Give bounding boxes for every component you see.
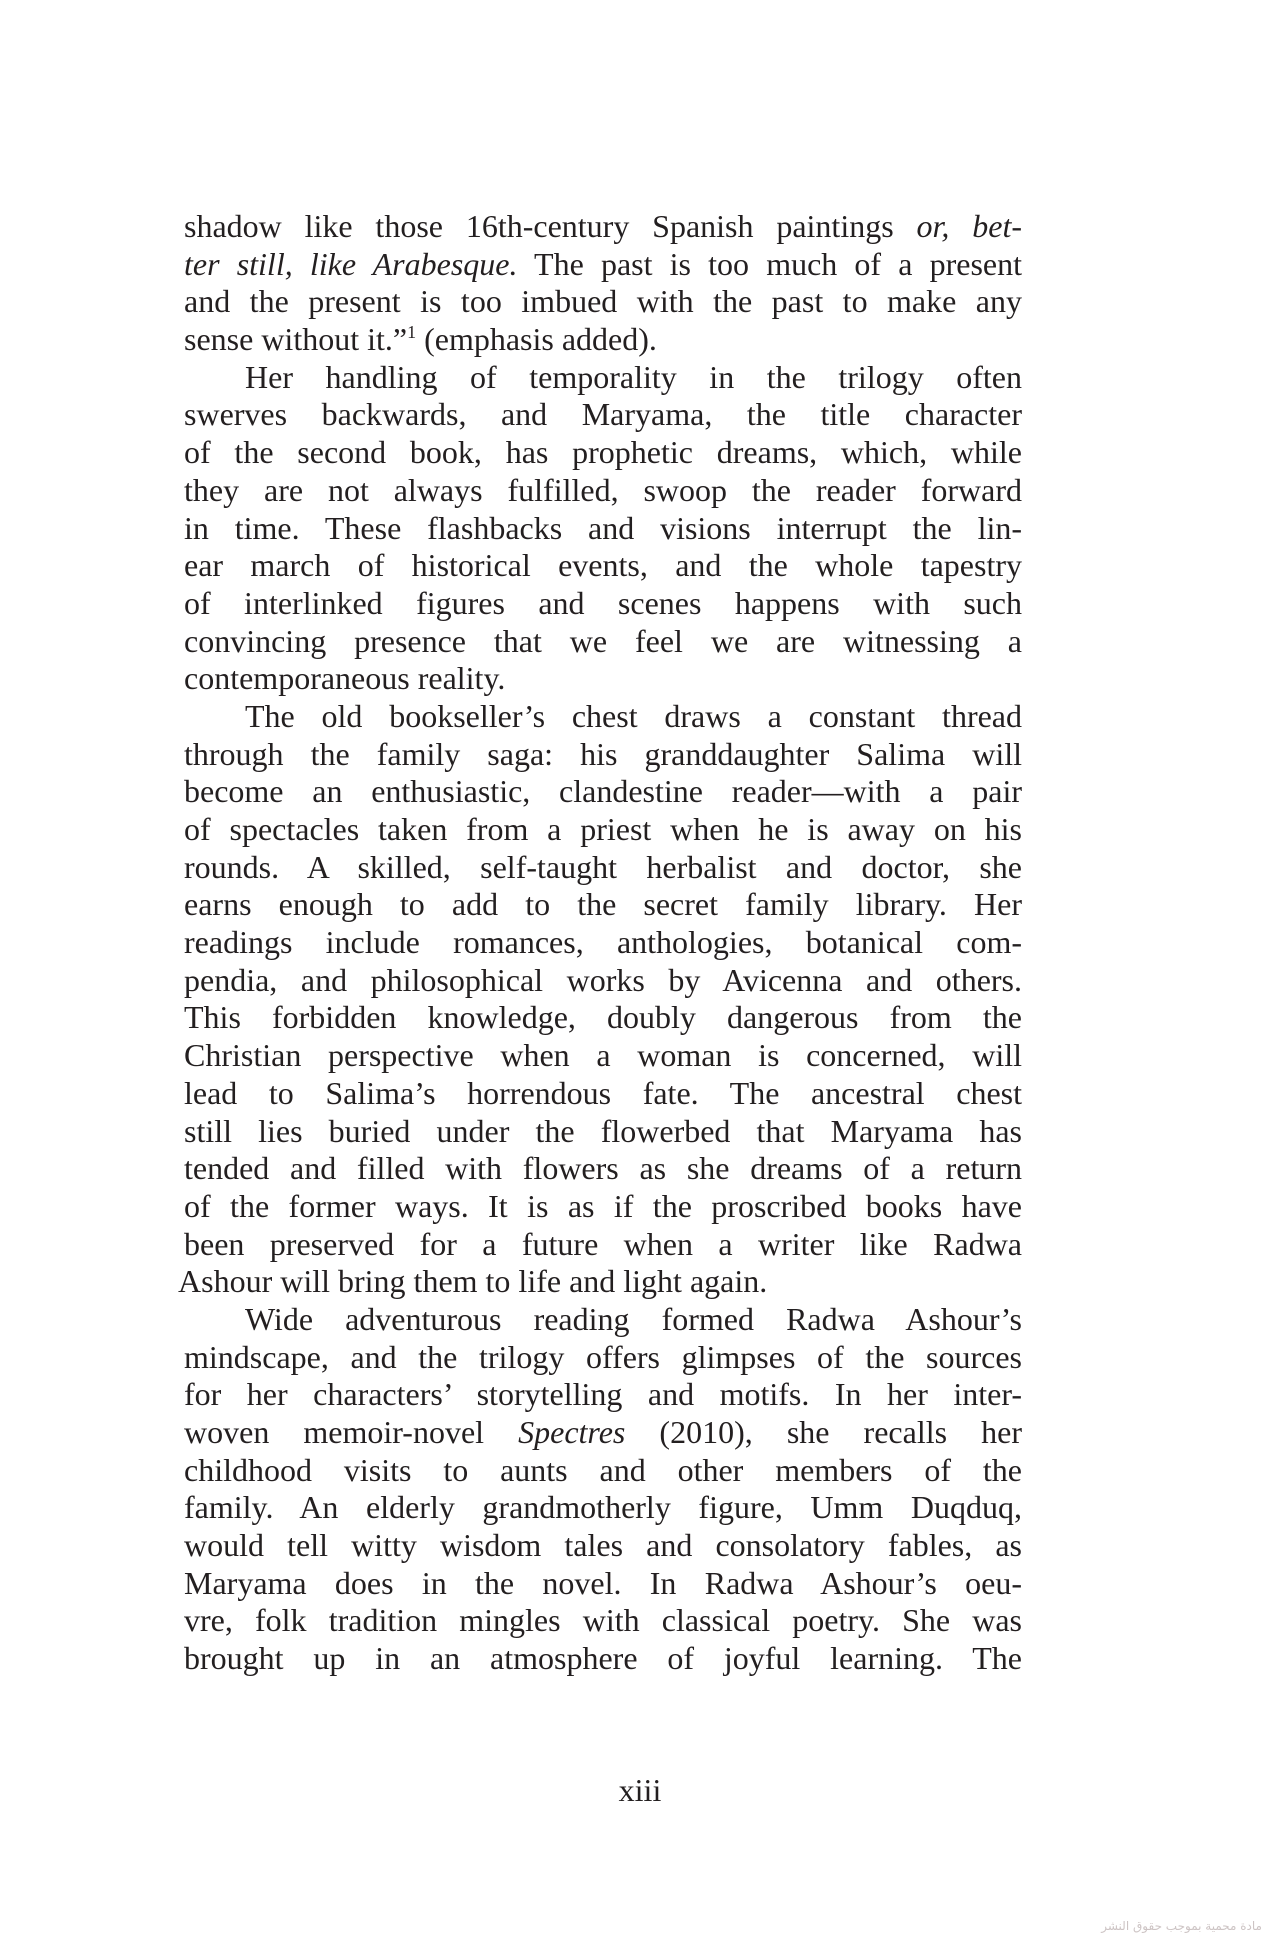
- text-segment: Christian perspective when a woman is concerned, will: [184, 1037, 1022, 1074]
- text-segment: The old bookseller’s chest draws a constant thread: [245, 697, 1022, 734]
- text-segment: ear march of historical events, and the whole tapestry: [184, 547, 1022, 584]
- text-segment: and the present is too imbued with the past to make any: [184, 283, 1022, 320]
- text-line: [184, 849, 1022, 887]
- text-segment: contemporaneous reality.: [184, 660, 506, 697]
- text-line: [184, 246, 1022, 284]
- text-line: [184, 1150, 1022, 1188]
- text-segment: family. An elderly grandmotherly figure, Umm Duqduq,: [184, 1489, 1022, 1526]
- body-text: [178, 208, 1023, 1678]
- text-segment: still lies buried under the flowerbed that Maryama has: [184, 1112, 1022, 1149]
- text-segment: mindscape, and the trilogy offers glimpses of the sources: [184, 1338, 1022, 1375]
- text-segment: readings include romances, anthologies, botanical com-: [184, 924, 1022, 961]
- text-line: [184, 1037, 1022, 1075]
- text-segment: The past is too much of a present: [517, 245, 1023, 282]
- text-segment: childhood visits to aunts and other members of the: [184, 1451, 1022, 1488]
- text-segment: swerves backwards, and Maryama, the title character: [184, 396, 1022, 433]
- text-segment: convincing presence that we feel we are witnessing a: [184, 622, 1022, 659]
- text-segment: been preserved for a future when a writer like Radwa: [184, 1225, 1022, 1262]
- text-line: [184, 962, 1022, 1000]
- text-segment: woven memoir-novel: [184, 1414, 519, 1450]
- paragraph-first-line: [184, 698, 1022, 736]
- text-line: [184, 1188, 1022, 1226]
- text-line: [184, 1113, 1022, 1151]
- text-segment: become an enthusiastic, clandestine reader—with a pair: [184, 773, 1022, 810]
- text-line: [184, 1376, 1022, 1414]
- text-line: [184, 585, 1022, 623]
- italic-text: or, bet-: [916, 208, 1023, 244]
- text-line: [184, 736, 1022, 774]
- text-segment: (emphasis added).: [416, 321, 657, 358]
- text-segment: of the second book, has prophetic dreams, which, while: [184, 434, 1022, 471]
- text-segment: lead to Salima’s horrendous fate. The ancestral chest: [184, 1074, 1022, 1111]
- text-segment: Ashour will bring them to life and light again.: [178, 1263, 768, 1300]
- text-segment: tended and filled with flowers as she dreams of a return: [184, 1150, 1022, 1187]
- text-line: [184, 660, 1022, 698]
- text-line: [184, 1565, 1022, 1603]
- text-segment: Maryama does in the novel. In Radwa Ashour’s oeu-: [184, 1564, 1022, 1601]
- text-line: [184, 999, 1022, 1037]
- text-line: [184, 1414, 1022, 1452]
- text-line: [184, 208, 1022, 246]
- text-line: [184, 811, 1022, 849]
- text-line: [184, 1075, 1022, 1113]
- text-segment: through the family saga: his granddaughter Salima will: [184, 735, 1022, 772]
- text-line: [184, 434, 1022, 472]
- copyright-watermark: مادة محمية بموجب حقوق النشر: [1101, 1919, 1262, 1933]
- text-line: [184, 396, 1022, 434]
- text-segment: vre, folk tradition mingles with classical poetry. She was: [184, 1602, 1022, 1639]
- text-segment: rounds. A skilled, self-taught herbalist and doctor, she: [184, 848, 1022, 885]
- italic-text: Spectres: [518, 1414, 626, 1450]
- text-line: [184, 1640, 1022, 1678]
- text-line: [184, 1602, 1022, 1640]
- text-line: [184, 1339, 1022, 1377]
- text-line: [184, 283, 1022, 321]
- text-segment: Her handling of temporality in the trilogy often: [245, 358, 1022, 395]
- text-line: [184, 1226, 1022, 1264]
- text-line: [184, 547, 1022, 585]
- footnote-marker: 1: [407, 322, 417, 343]
- text-line: [184, 1527, 1022, 1565]
- text-line: [184, 472, 1022, 510]
- text-line: [184, 886, 1022, 924]
- text-line: [184, 1489, 1022, 1527]
- text-segment: shadow like those 16th-century Spanish paintings: [184, 208, 917, 244]
- text-segment: earns enough to add to the secret family library. Her: [184, 886, 1022, 923]
- page-number: xiii: [618, 1772, 662, 1808]
- text-line: [184, 924, 1022, 962]
- paragraph-first-line: [184, 359, 1022, 397]
- text-segment: sense without it.”: [184, 321, 408, 358]
- text-line: [184, 510, 1022, 548]
- text-segment: pendia, and philosophical works by Avicenna and others.: [184, 961, 1022, 998]
- text-segment: This forbidden knowledge, doubly dangerous from the: [184, 999, 1022, 1036]
- italic-text: ter still, like Arabesque.: [184, 245, 518, 282]
- text-segment: of the former ways. It is as if the proscribed books have: [184, 1187, 1022, 1224]
- text-segment: of spectacles taken from a priest when he is away on his: [184, 811, 1022, 847]
- text-segment: for her characters’ storytelling and motifs. In her inter-: [184, 1376, 1022, 1413]
- text-segment: they are not always fulfilled, swoop the reader forward: [184, 471, 1022, 508]
- text-segment: (2010), she recalls her: [625, 1414, 1023, 1450]
- paragraph-first-line: [184, 1301, 1022, 1339]
- text-segment: would tell witty wisdom tales and consolatory fables, as: [184, 1527, 1022, 1564]
- text-line: [184, 623, 1022, 661]
- text-segment: Wide adventurous reading formed Radwa Ashour’s: [245, 1300, 1022, 1337]
- text-line: [184, 321, 1022, 359]
- text-segment: brought up in an atmosphere of joyful learning. The: [184, 1640, 1022, 1677]
- text-segment: in time. These flashbacks and visions interrupt the lin-: [184, 509, 1022, 546]
- text-line: [184, 1452, 1022, 1490]
- text-segment: of interlinked figures and scenes happens with such: [184, 584, 1022, 621]
- text-line: [184, 773, 1022, 811]
- text-line: [178, 1263, 1022, 1301]
